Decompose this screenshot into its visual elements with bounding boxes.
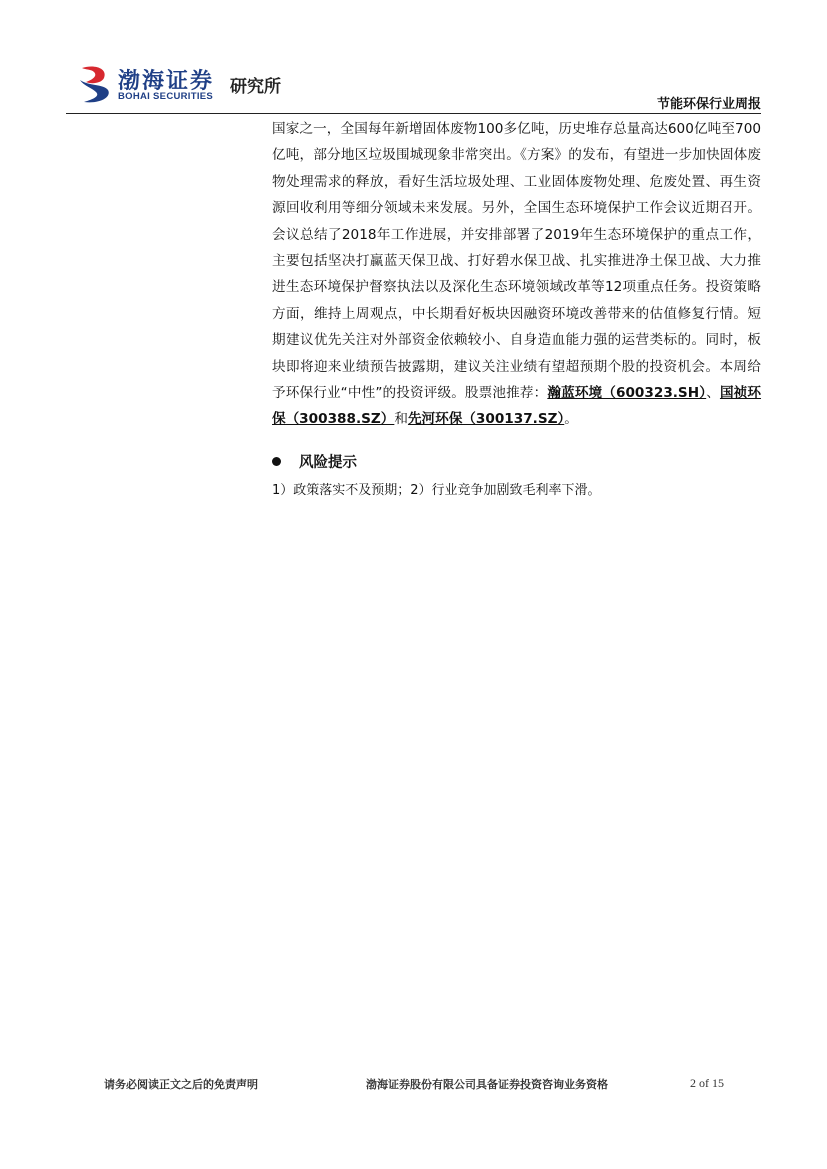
paragraph-end: 。 bbox=[564, 411, 578, 428]
stock-link-guozhen[interactable]: 国祯环保（300388.SZ） bbox=[272, 385, 762, 428]
paragraph-text: 国家之一，全国每年新增固体废物100多亿吨，历史堆存总量高达600亿吨至700亿吨，部分地区垃圾围城现象非常突出。《方案》的发布，有望进一步加快固体废物处理需求的释放，看好生活垃圾处理、工业固体废物处理、危废处置、再生资源回收利用等细分领域未来发展。另外，全国生态环境保护工作会议近期召开。会议总结了2018年工作进展，并安排部署了2019年生态环境保护的重点工作，主要包括坚决打赢蓝天保卫战、打好碧水保卫战、扎实推进净土保卫战、大力推进生态环境保护督察执法以及深化生态环境领域改革等12项重点任务。投资策略方面，维持上周观点，中长期看好板块因融资环境改善带来的估值修复行情。短期建议优先关注对外部资金依赖较小、自身造血能力强的运营类标的。同时，板块即将迎来业绩预告披露期，建议关注业绩有望超预期个股的投资机会。本周给予环保行业“中性”的投资评级。股票池推荐： bbox=[272, 121, 761, 402]
risk-text: 1）政策落实不及预期；2）行业竞争加剧致毛利率下滑。 bbox=[272, 482, 601, 498]
bullet-icon bbox=[272, 457, 281, 466]
brand-name-cn: 渤海证券 bbox=[118, 68, 215, 94]
risk-section-title: 风险提示 bbox=[299, 455, 357, 472]
footer-qualification: 渤海证券股份有限公司具备证券投资咨询业务资格 bbox=[366, 1078, 608, 1091]
separator-text: 、 bbox=[706, 385, 720, 402]
stock-link-hanlan[interactable]: 瀚蓝环境（600323.SH） bbox=[547, 385, 707, 402]
header-divider bbox=[66, 113, 761, 114]
stock-link-xianhe[interactable]: 先河环保（300137.SZ） bbox=[407, 411, 565, 428]
body-paragraph bbox=[272, 116, 761, 433]
separator-text: 和 bbox=[394, 411, 408, 428]
risk-section-header bbox=[272, 449, 761, 475]
bohai-logo bbox=[78, 64, 298, 108]
page-number: 2 of 15 bbox=[690, 1076, 724, 1090]
main-content bbox=[272, 116, 761, 503]
brand-name-en: BOHAI SECURITIES bbox=[118, 91, 214, 102]
report-title: 节能环保行业周报 bbox=[656, 97, 761, 112]
page-footer bbox=[0, 1074, 827, 1094]
footer-disclaimer: 请务必阅读正文之后的免责声明 bbox=[104, 1078, 258, 1091]
institute-label: 研究所 bbox=[230, 77, 281, 97]
bohai-logo-mark-icon bbox=[78, 64, 112, 104]
